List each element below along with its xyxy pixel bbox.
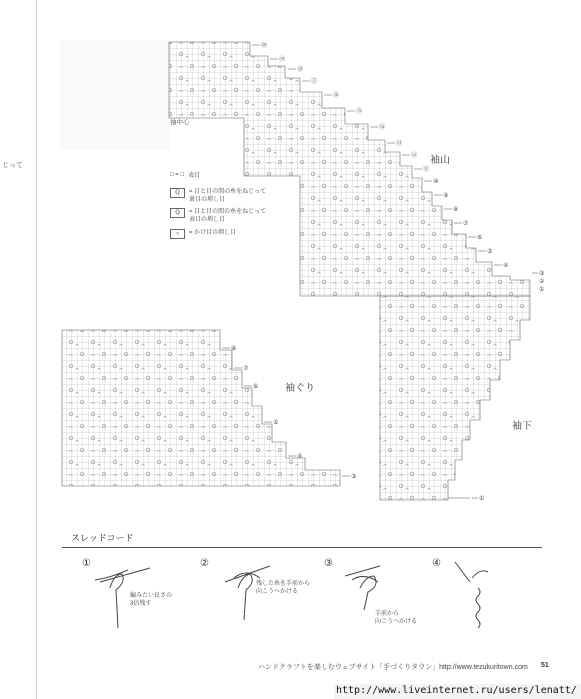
svg-text:⑤: ⑤ (273, 419, 279, 426)
underarm-chart (380, 296, 530, 500)
legend-text: 表目 (188, 173, 201, 179)
thread-cord-illustrations (0, 548, 581, 668)
svg-text:④: ④ (503, 262, 509, 269)
step-3-number: ③ (324, 558, 333, 569)
svg-text:⑩: ⑩ (433, 178, 439, 185)
step-3-note: 手前から 向こうへかける (375, 611, 418, 625)
svg-text:⑳: ⑳ (261, 42, 268, 49)
legend-item-knit-increase (170, 208, 266, 224)
svg-text:⑯: ⑯ (333, 92, 340, 99)
thread-cord-title: スレッドコード (71, 533, 134, 543)
step-1-note: 編みたい長さの 3倍残す (130, 593, 173, 607)
svg-text:③: ③ (351, 473, 357, 480)
svg-text:⑰: ⑰ (311, 78, 318, 85)
sleeve-center-label: 袖中心 (170, 119, 190, 126)
svg-text:⑦: ⑦ (463, 220, 469, 227)
legend-item-purl-increase (170, 188, 266, 204)
legend-item-knit (170, 172, 200, 180)
svg-text:⑨: ⑨ (443, 192, 449, 199)
svg-text:⑭: ⑭ (379, 124, 386, 131)
legend-symbol: ℚ (170, 208, 185, 218)
legend-symbol: ℚ (170, 188, 185, 198)
svg-text:①: ① (479, 495, 485, 502)
footer-text: ハンドクラフトを楽しむウェブサイト「手づくりタウン」http://www.tezukuritown.com (258, 664, 528, 671)
legend-symbol: ○ (170, 229, 185, 239)
step-2-number: ② (200, 558, 209, 569)
svg-text:⑥: ⑥ (477, 234, 483, 241)
sleeve-cap-label: 袖山 (430, 155, 450, 166)
step-2-note: 残した糸を手前から 向こうへかける (256, 581, 311, 595)
svg-text:⑥: ⑥ (253, 383, 259, 390)
svg-text:⑪: ⑪ (423, 166, 430, 173)
svg-text:⑧: ⑧ (231, 345, 237, 352)
legend-text: = かけ目の増し目 (189, 230, 237, 236)
step-4-number: ④ (432, 558, 441, 569)
svg-text:④: ④ (297, 453, 303, 460)
svg-text:⑫: ⑫ (411, 152, 418, 159)
svg-text:⑬: ⑬ (396, 140, 403, 147)
svg-text:⑮: ⑮ (356, 108, 363, 115)
armhole-chart (62, 330, 340, 486)
step-1-number: ① (82, 558, 91, 569)
svg-text:②: ② (539, 278, 545, 285)
svg-text:⑦: ⑦ (243, 365, 249, 372)
sleeve-cap-chart (169, 42, 530, 296)
armhole-label: 袖ぐり (285, 383, 315, 394)
legend-text: = 目と目の間の糸をねじって 表目の増し目 (189, 209, 267, 223)
svg-text:⑧: ⑧ (453, 206, 459, 213)
svg-text:①: ① (539, 286, 545, 293)
left-edge-text: じって (2, 162, 23, 169)
underarm-label: 袖下 (512, 421, 532, 432)
svg-text:⑤: ⑤ (487, 248, 493, 255)
svg-text:③: ③ (539, 270, 545, 277)
legend-text: = 目と目の間の糸をねじって 裏目の増し目 (189, 189, 267, 203)
svg-text:⑲: ⑲ (279, 56, 286, 63)
legend-symbol: □ = □ (170, 172, 185, 178)
page-number: 51 (541, 662, 549, 669)
svg-text:⑱: ⑱ (297, 66, 304, 73)
legend-item-yarn-over (170, 229, 236, 239)
watermark-url[interactable]: http://www.liveinternet.ru/users/lenatt/ (336, 685, 577, 696)
